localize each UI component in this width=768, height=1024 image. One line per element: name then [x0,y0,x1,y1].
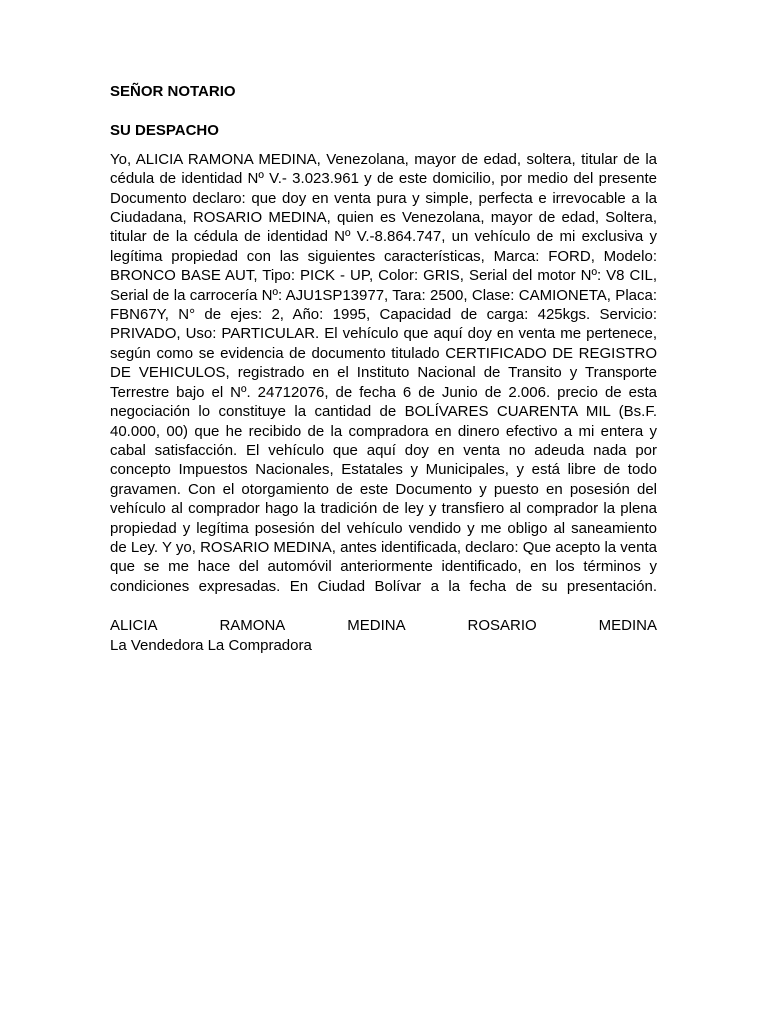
salutation-office: SU DESPACHO [110,122,219,140]
salutation-notary: SEÑOR NOTARIO [110,83,236,100]
signature-word: MEDINA [347,617,406,635]
signature-word: ALICIA [110,617,158,635]
signature-names [110,616,657,635]
signature-roles: La Vendedora La Compradora [110,636,312,654]
document-page [110,82,657,655]
signature-word: MEDINA [598,617,657,635]
signature-word: RAMONA [219,617,286,635]
sale-declaration-body: Yo, ALICIA RAMONA MEDINA, Venezolana, mayor de edad, soltera, titular de la cédula de identidad Nº V.- 3.023.961 y de este domicilio, por medio del presente Documento declaro: que doy en venta pura y simple, perfecta e irrevocable a la Ciudadana, ROSARIO MEDINA, quien es Venezolana, mayor de edad, Soltera, titular de la cédula de identidad Nº V.-8.864.747, un vehículo de mi exclusiva y legítima propiedad con las siguientes características, Marca: FORD, Modelo: BRONCO BASE AUT, Tipo: PICK - UP, Color: GRIS, Serial del motor Nº: V8 CIL, Serial de la carrocería Nº: AJU1SP13977, Tara: 2500, Clase: CAMIONETA, Placa: FBN67Y, N° de ejes: 2, Año: 1995, Capacidad de carga: 425kgs. Servicio: PRIVADO, Uso: PARTICULAR. El vehículo que aquí doy en venta me pertenece, según como se evidencia de documento titulado CERTIFICADO DE REGISTRO DE VEHICULOS, registrado en el Instituto Nacional de Transito y Transporte Terrestre bajo el Nº. 24712076, de fecha 6 de Junio de 2.006. precio de esta negociación lo constituye la cantidad de BOLÍVARES CUARENTA MIL (Bs.F. 40.000, 00) que he recibido de la compradora en dinero efectivo a mi entera y cabal satisfacción. El vehículo que aquí doy en venta no adeuda nada por concepto Impuestos Nacionales, Estatales y Municipales, y está libre de todo gravamen. Con el otorgamiento de este Documento y puesto en posesión del vehículo al comprador hago la tradición de ley y transfiero al comprador la plena propiedad y legítima posesión del vehículo vendido y me obligo al saneamiento de Ley. Y yo, ROSARIO MEDINA, antes identificada, declaro: Que acepto la venta que se me hace del automóvil anteriormente identificado, en los términos y condiciones expresadas. En Ciudad Bolívar a la fecha de su presentación. [110,150,657,595]
signature-word: ROSARIO [467,617,537,635]
